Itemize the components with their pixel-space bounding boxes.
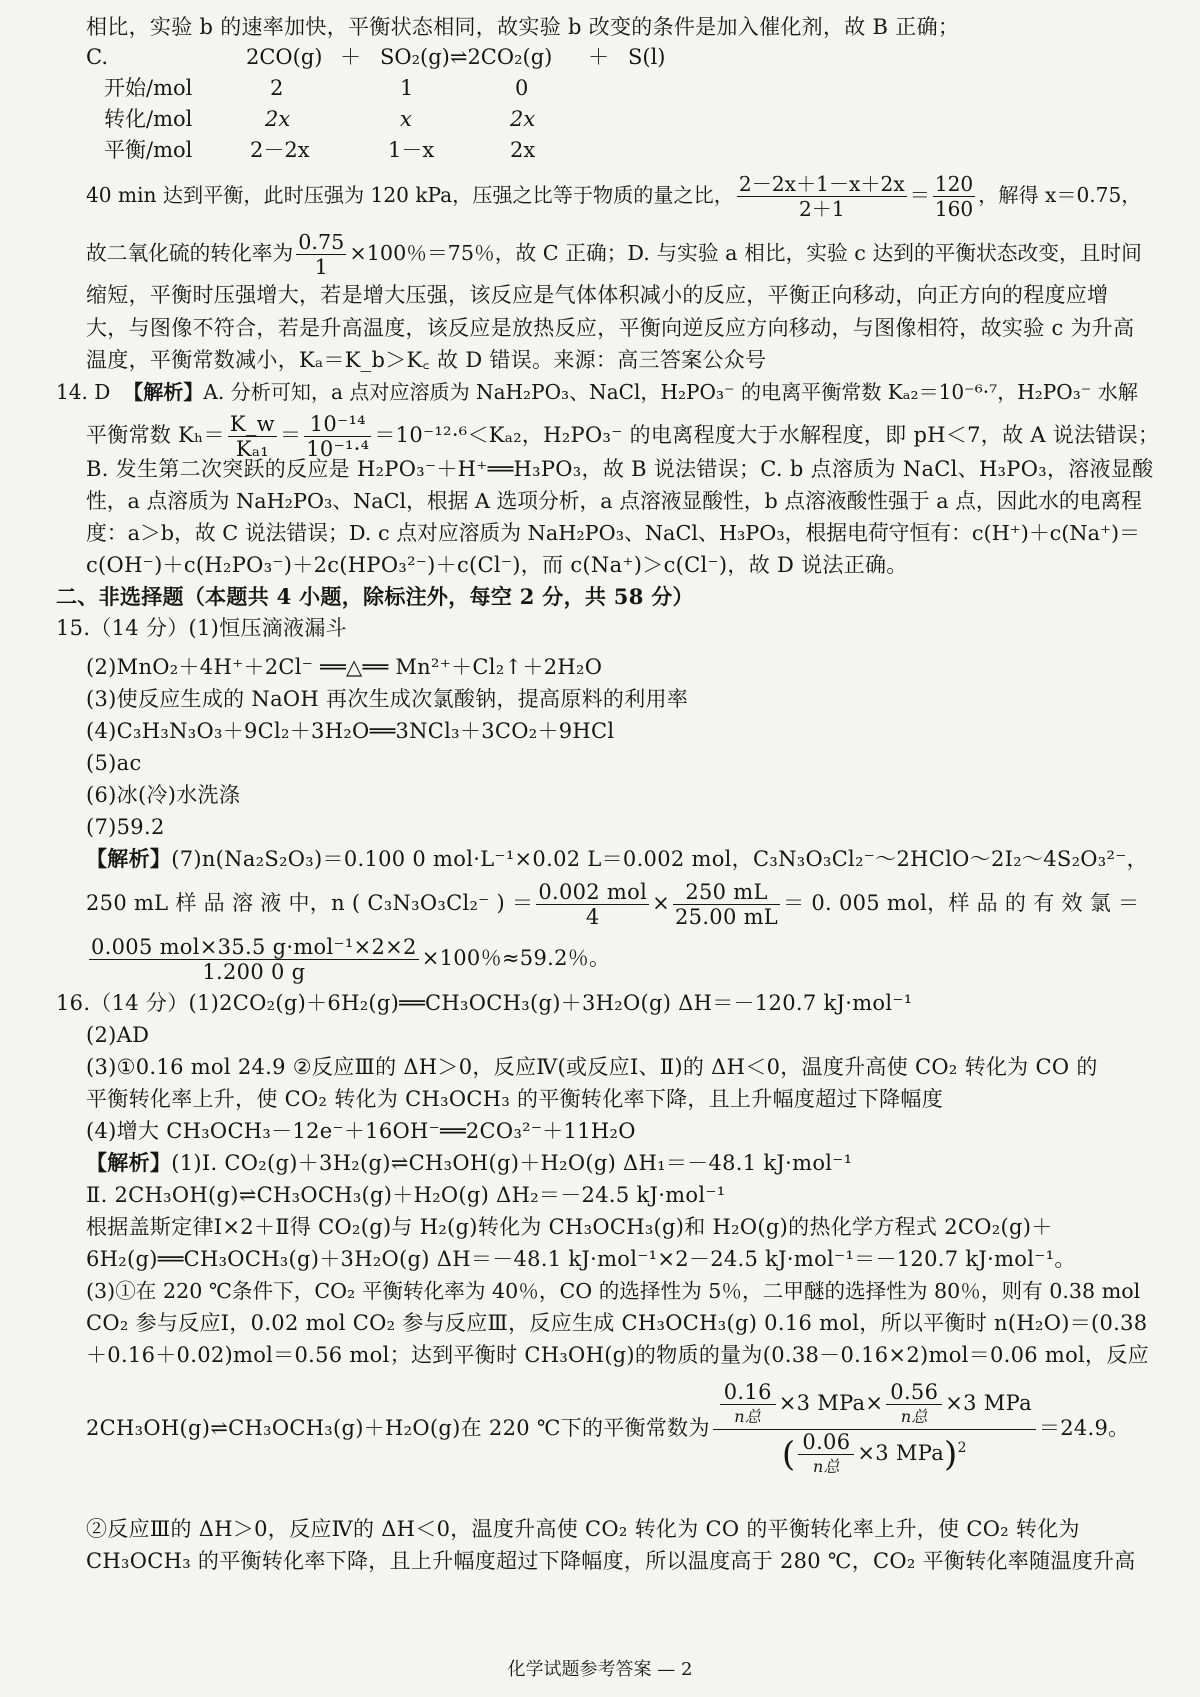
text-line	[86, 935, 610, 984]
text-line	[56, 377, 1138, 407]
text-span: ＝24.9。	[1038, 1416, 1130, 1440]
fraction	[296, 230, 346, 279]
text-span: A. 分析可知，a 点对应溶质为 NaH₂PO₃、NaCl，H₂PO₃⁻ 的电离平衡常数 Kₐ₂＝10⁻⁶·⁷，H₂PO₃⁻ 水解	[203, 380, 1138, 404]
text-span: 2CH₃OH(g)⇌CH₃OCH₃(g)＋H₂O(g)在 220 ℃下的平衡常数为	[86, 1416, 710, 1440]
text-line: (7)59.2	[86, 815, 165, 839]
text-line: 16.（14 分）(1)2CO₂(g)＋6H₂(g)══CH₃OCH₃(g)＋3H₂O(g) ΔH＝－120.7 kJ·mol⁻¹	[56, 991, 913, 1015]
text-line: (4)C₃H₃N₃O₃＋9Cl₂＋3H₂O══3NCl₃＋3CO₂＋9HCl	[86, 719, 615, 743]
fraction	[673, 880, 780, 929]
fraction	[798, 1430, 854, 1479]
text-line: Ⅱ. 2CH₃OH(g)⇌CH₃OCH₃(g)＋H₂O(g) ΔH₂＝－24.5 kJ·mol⁻¹	[86, 1183, 726, 1207]
analysis-tag: 【解析】	[123, 380, 204, 404]
text-line	[86, 1380, 1129, 1479]
fraction-denominator	[713, 1430, 1036, 1479]
fraction-denominator: 25.00 mL	[675, 905, 779, 929]
text-line: (6)冰(冷)水洗涤	[86, 783, 241, 807]
fraction-denominator: 2＋1	[798, 197, 845, 221]
fraction	[886, 1380, 942, 1429]
fraction-denominator: n总	[812, 1457, 840, 1476]
table-row-label: 开始/mol	[104, 76, 193, 100]
text-line: c(OH⁻)＋c(H₂PO₃⁻)＋2c(HPO₃²⁻)＋c(Cl⁻)，而 c(Na⁺)＞c(Cl⁻)，故 D 说法正确。	[86, 553, 908, 577]
text-span: ，解得 x＝0.75，	[978, 183, 1142, 207]
table-cell: x	[400, 107, 412, 131]
text-line: (2)MnO₂＋4H⁺＋2Cl⁻ ══△══ Mn²⁺＋Cl₂↑＋2H₂O	[86, 655, 603, 679]
text-line: 根据盖斯定律Ⅰ×2＋Ⅱ得 CO₂(g)与 H₂(g)转化为 CH₃OCH₃(g)和 H₂O(g)的热化学方程式 2CO₂(g)＋	[86, 1215, 1053, 1239]
text-span: ＝	[279, 423, 302, 447]
text-line: 缩短，平衡时压强增大，若是增大压强，该反应是气体体积减小的反应，平衡正向移动，向正方向的程度应增	[86, 283, 1109, 307]
fraction-denominator: 10⁻¹·⁴	[306, 437, 370, 461]
fraction-numerator	[713, 1380, 1036, 1430]
text-line: 温度，平衡常数减小，Kₐ＝K_b＞K꜀ 故 D 错误。来源：高三答案公众号	[86, 348, 767, 372]
analysis-tag: 【解析】	[86, 1150, 172, 1175]
text-line	[86, 880, 1139, 929]
analysis-tag: 【解析】	[86, 846, 172, 871]
fraction	[713, 1380, 1036, 1479]
text-span: ＝10⁻¹²·⁶＜Kₐ₂，H₂PO₃⁻ 的电离程度大于水解程度，即 pH＜7，故 A 说法错误；	[374, 423, 1160, 447]
equation-label: C.	[86, 45, 108, 69]
page-footer: 化学试题参考答案 — 2	[507, 1659, 693, 1680]
text-line: 性，a 点溶质为 NaH₂PO₃、NaCl，根据 A 选项分析，a 点溶液显酸性，b 点溶液酸性强于 a 点，因此水的电离程	[86, 489, 1142, 513]
text-span: (1)Ⅰ. CO₂(g)＋3H₂(g)⇌CH₃OH(g)＋H₂O(g) ΔH₁＝－48.1 kJ·mol⁻¹	[171, 1151, 853, 1175]
text-span: ×3 MPa	[945, 1391, 1032, 1415]
table-row-label: 转化/mol	[104, 107, 193, 131]
fraction-denominator: 1.200 0 g	[202, 960, 306, 984]
text-line: 相比，实验 b 的速率加快，平衡状态相同，故实验 b 改变的条件是加入催化剂，故 B 正确；	[86, 15, 960, 39]
fraction	[536, 880, 649, 929]
section-heading: 二、非选择题（本题共 4 小题，除标注外，每空 2 分，共 58 分）	[56, 584, 694, 609]
fraction	[933, 172, 975, 221]
fraction-numerator: 0.002 mol	[538, 880, 648, 904]
text-line	[86, 844, 1148, 874]
fraction-denominator: n总	[734, 1407, 762, 1426]
text-line: 平衡转化率上升，使 CO₂ 转化为 CH₃OCH₃ 的平衡转化率下降，且上升幅度超过下降幅度	[86, 1087, 944, 1111]
text-span: ×100％≈59.2％。	[421, 946, 611, 970]
text-line: 6H₂(g)══CH₃OCH₃(g)＋3H₂O(g) ΔH＝－48.1 kJ·mol⁻¹×2－24.5 kJ·mol⁻¹＝－120.7 kJ·mol⁻¹。	[86, 1247, 1076, 1271]
table-row-label: 平衡/mol	[104, 138, 193, 162]
equation-term: S(l)	[628, 45, 666, 69]
table-cell: 1	[400, 76, 414, 100]
equation-plus: ＋	[340, 45, 361, 69]
fraction-denominator: n总	[900, 1407, 928, 1426]
table-cell: 2x	[510, 107, 536, 131]
text-line: (3)①0.16 mol 24.9 ②反应Ⅲ的 ΔH＞0，反应Ⅳ(或反应Ⅰ、Ⅱ)的 ΔH＜0，温度升高使 CO₂ 转化为 CO 的	[86, 1055, 1098, 1079]
text-span: ×	[652, 891, 670, 915]
fraction-numerator: 0.75	[298, 230, 345, 254]
fraction-numerator: 250 mL	[673, 880, 780, 905]
text-line: (3)①在 220 ℃条件下，CO₂ 平衡转化率为 40％，CO 的选择性为 5％，二甲醚的选择性为 80％，则有 0.38 mol	[86, 1279, 1141, 1303]
text-line	[86, 230, 1142, 279]
fraction-numerator: 2－2x＋1－x＋2x	[738, 172, 905, 196]
text-line: (3)使反应生成的 NaOH 再次生成次氯酸钠，提高原料的利用率	[86, 687, 689, 711]
fraction-numerator: K_w	[229, 412, 275, 436]
text-line: B. 发生第二次突跃的反应是 H₂PO₃⁻＋H⁺══H₃PO₃，故 B 说法错误；C. b 点溶质为 NaCl、H₃PO₃，溶液显酸	[86, 457, 1154, 481]
fraction-denominator: Kₐ₁	[235, 437, 269, 461]
text-span: 故二氧化硫的转化率为	[86, 241, 294, 265]
equation-term: 2CO(g)	[246, 45, 323, 69]
equation-plus: ＋	[588, 45, 609, 69]
fraction-denominator: 1	[314, 255, 328, 279]
fraction	[89, 935, 419, 984]
question-number: 14. D	[56, 380, 111, 404]
text-line: ②反应Ⅲ的 ΔH＞0，反应Ⅳ的 ΔH＜0，温度升高使 CO₂ 转化为 CO 的平衡转化率上升，使 CO₂ 转化为	[86, 1517, 1080, 1541]
fraction-denominator: 160	[934, 197, 974, 221]
fraction	[737, 172, 907, 221]
text-line	[86, 1148, 852, 1178]
text-span: ×3 MPa	[857, 1441, 945, 1465]
fraction-numerator: 120	[934, 172, 974, 196]
fraction-numerator: 10⁻¹⁴	[304, 412, 371, 437]
table-cell: 0	[515, 76, 529, 100]
text-span: 250 mL 样 品 溶 液 中，n ( C₃N₃O₃Cl₂⁻ ) ＝	[86, 891, 534, 915]
exponent: 2	[957, 1440, 967, 1456]
fraction-numerator: 0.16	[720, 1380, 776, 1405]
text-span: 平衡常数 Kₕ＝	[86, 423, 225, 447]
text-line: CO₂ 参与反应Ⅰ，0.02 mol CO₂ 参与反应Ⅲ，反应生成 CH₃OCH₃(g) 0.16 mol，所以平衡时 n(H₂O)＝(0.38	[86, 1311, 1148, 1335]
text-line: 大，与图像不符合，若是升高温度，该反应是放热反应，平衡向逆反应方向移动，与图像相符，故实验 c 为升高	[86, 316, 1135, 340]
paren-open: (	[781, 1434, 796, 1475]
table-cell: 2x	[510, 138, 536, 162]
paren-close: )	[944, 1434, 958, 1475]
text-line: (2)AD	[86, 1023, 150, 1047]
equation-term: SO₂(g)⇌2CO₂(g)	[380, 45, 553, 69]
text-span: 40 min 达到平衡，此时压强为 120 kPa，压强之比等于物质的量之比，	[86, 183, 734, 207]
table-cell: 2	[270, 76, 284, 100]
text-line: 度：a＞b，故 C 说法错误；D. c 点对应溶质为 NaH₂PO₃、NaCl、H₃PO₃，根据电荷守恒有：c(H⁺)＋c(Na⁺)＝	[86, 521, 1140, 545]
table-cell: 2－2x	[250, 138, 310, 162]
fraction-numerator: 0.56	[886, 1380, 942, 1405]
text-line: ＋0.16＋0.02)mol＝0.56 mol；达到平衡时 CH₃OH(g)的物质的量为(0.38－0.16×2)mol＝0.06 mol，反应	[86, 1343, 1149, 1367]
text-line: 15.（14 分）(1)恒压滴液漏斗	[56, 616, 347, 640]
text-line: CH₃OCH₃ 的平衡转化率下降，且上升幅度超过下降幅度，所以温度高于 280 ℃，CO₂ 平衡转化率随温度升高	[86, 1549, 1136, 1573]
text-span: (7)n(Na₂S₂O₃)＝0.100 0 mol·L⁻¹×0.02 L＝0.002 mol，C₃N₃O₃Cl₂⁻～2HClO～2I₂～4S₂O₃²⁻，	[171, 847, 1148, 871]
text-span: ＝ 0. 005 mol，样 品 的 有 效 氯 ＝	[783, 891, 1140, 915]
fraction-numerator: 0.06	[798, 1430, 854, 1455]
text-line: (4)增大 CH₃OCH₃－12e⁻＋16OH⁻══2CO₃²⁻＋11H₂O	[86, 1119, 636, 1143]
text-span: ＝	[909, 183, 930, 207]
text-line: (5)ac	[86, 751, 142, 775]
text-span: ×3 MPa×	[778, 1391, 884, 1415]
fraction-numerator: 0.005 mol×35.5 g·mol⁻¹×2×2	[91, 935, 417, 959]
table-cell: 2x	[265, 107, 291, 131]
text-span: ×100％＝75％，故 C 正确；D. 与实验 a 相比，实验 c 达到的平衡状态改变，且时间	[349, 241, 1142, 265]
text-line	[86, 172, 1141, 221]
table-cell: 1－x	[388, 138, 435, 162]
fraction-denominator: 4	[585, 905, 600, 929]
fraction	[720, 1380, 776, 1429]
